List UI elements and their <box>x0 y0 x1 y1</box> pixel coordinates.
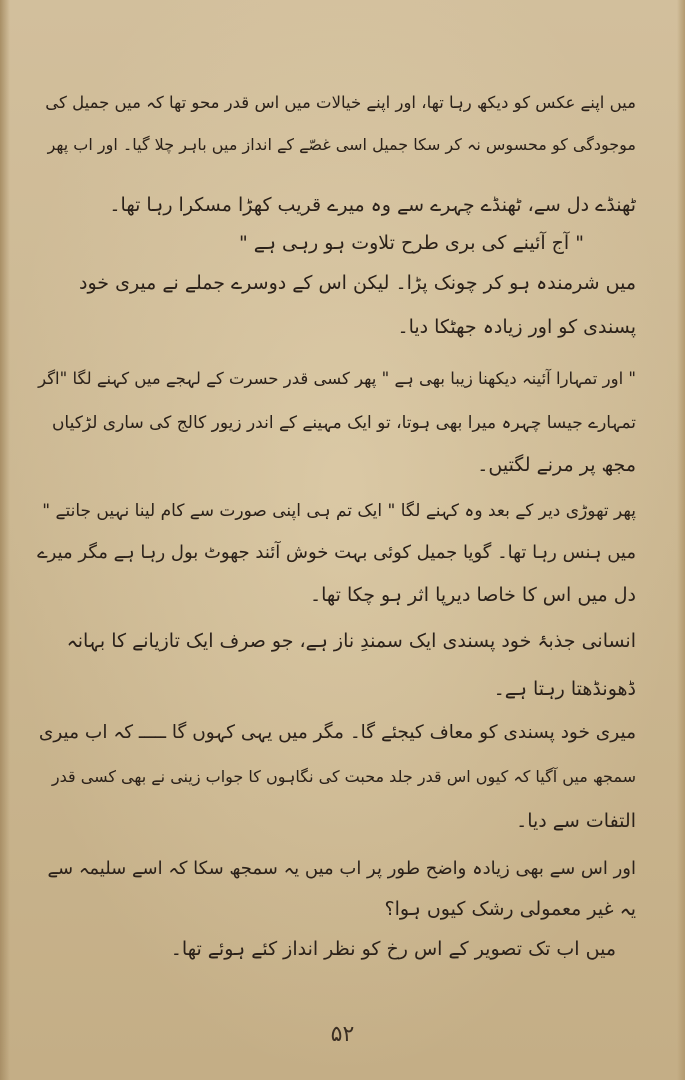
text-line: میں شرمندہ ہو کر چونک پڑا۔ لیکن اس کے دوسرے جملے نے میری خود <box>79 272 636 294</box>
page-number: ۵۲ <box>330 1022 355 1047</box>
text-line: ٹھنڈے دل سے، ٹھنڈے چہرے سے وہ میرے قریب کھڑا مسکرا رہا تھا۔ <box>109 194 636 216</box>
text-line: ڈھونڈھتا رہتا ہے۔ <box>493 678 636 700</box>
text-line: میں اب تک تصویر کے اس رخ کو نظر انداز کئے ہوئے تھا۔ <box>170 938 616 960</box>
text-line: انسانی جذبۂ خود پسندی ایک سمندِ ناز ہے، جو صرف ایک تازیانے کا بہانہ <box>66 630 636 652</box>
text-line: التفات سے دیا۔ <box>516 810 636 832</box>
text-line: سمجھ میں آگیا کہ کیوں اس قدر جلد محبت کی نگاہوں کا جواب زینی نے بھی کسی قدر <box>51 767 636 786</box>
text-line: موجودگی کو محسوس نہ کر سکا جمیل اسی غصّے کے انداز میں باہر چلا گیا۔ اور اب پھر <box>47 135 636 154</box>
text-line: میری خود پسندی کو معاف کیجئے گا۔ مگر میں یہی کہوں گا ـــــ کہ اب میری <box>38 722 636 743</box>
text-line: پھر تھوڑی دیر کے بعد وہ کہنے لگا " ایک تم ہی اپنی صورت سے کام لینا نہیں جانتے " <box>42 501 636 521</box>
text-line: " آج آئینے کی بری طرح تلاوت ہو رہی ہے " <box>238 232 584 254</box>
text-line: تمہارے جیسا چہرہ میرا بھی ہوتا، تو ایک مہینے کے اندر زیور کالج کی ساری لڑکیاں <box>51 413 636 433</box>
page-edge-shadow-left <box>0 0 10 1080</box>
text-line: مجھ پر مرنے لگتیں۔ <box>477 454 636 476</box>
text-line: " اور تمہارا آئینہ دیکھنا زیبا بھی ہے " پھر کسی قدر حسرت کے لہجے میں کہنے لگا "اگر <box>38 369 636 388</box>
text-line: یہ غیر معمولی رشک کیوں ہوا؟ <box>384 898 636 920</box>
text-line: میں اپنے عکس کو دیکھ رہا تھا، اور اپنے خیالات میں اس قدر محو تھا کہ میں جمیل کی <box>45 93 636 112</box>
page-edge-shadow-right <box>677 0 685 1080</box>
text-line: میں ہنس رہا تھا۔ گویا جمیل کوئی بہت خوش آئند جھوٹ بول رہا ہے مگر میرے <box>37 542 636 563</box>
text-line: اور اس سے بھی زیادہ واضح طور پر اب میں یہ سمجھ سکا کہ اسے سلیمہ سے <box>47 858 636 879</box>
text-line: دل میں اس کا خاصا دیرپا اثر ہو چکا تھا۔ <box>309 584 636 606</box>
text-line: پسندی کو اور زیادہ جھٹکا دیا۔ <box>397 316 636 338</box>
